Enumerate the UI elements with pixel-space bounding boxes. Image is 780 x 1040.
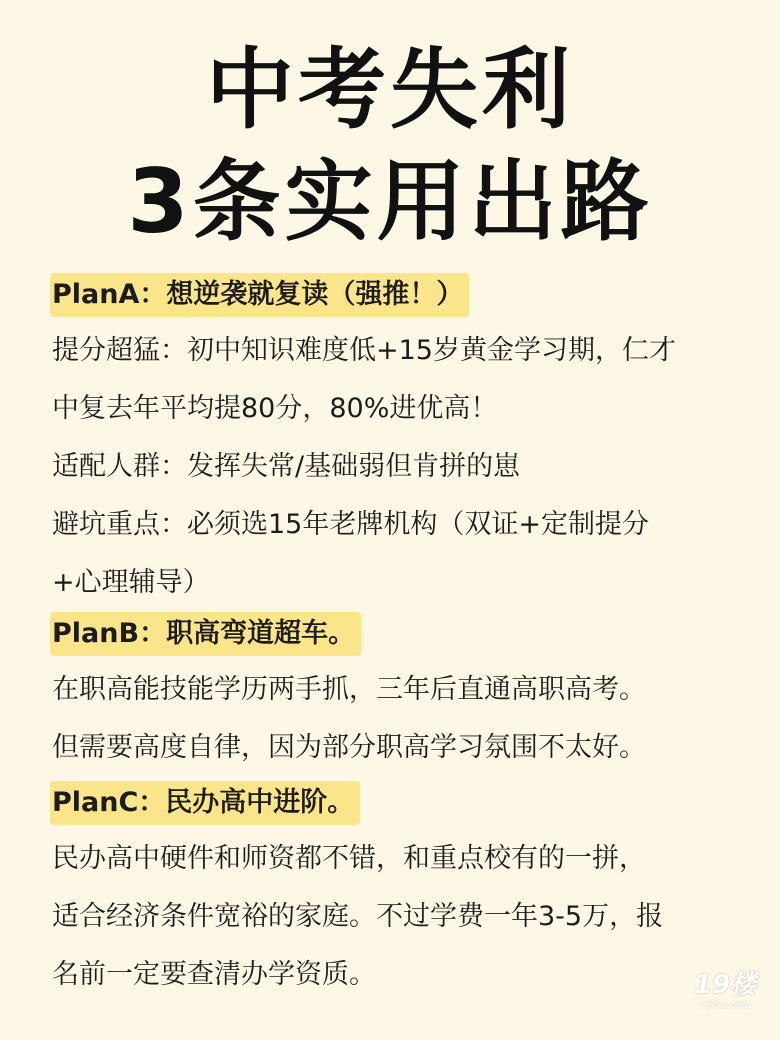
plan-a-section [52,273,752,317]
plan-b-heading: PlanB：职高弯道超车。 [50,612,361,656]
plan-a-line: +心理辅导） [52,567,210,598]
page-title-line-1: 中考失利 [205,38,574,141]
plan-b-line: 但需要高度自律，因为部分职高学习氛围不太好。 [52,732,646,763]
plan-a-line: 提分超猛：初中知识难度低+15岁黄金学习期，仁才 [52,335,676,366]
watermark-domain: 19lou.com [698,1000,752,1011]
plan-c-line: 适合经济条件宽裕的家庭。不过学费一年3-5万，报 [52,901,664,932]
site-watermark [692,970,758,1014]
plan-a-heading: PlanA：想逆袭就复读（强推！） [50,273,469,317]
plan-c-line: 名前一定要查清办学资质。 [52,959,376,990]
plan-a-line: 避坑重点：必须选15年老牌机构（双证+定制提分 [52,509,649,540]
plan-c-section [52,781,752,825]
plan-a-line: 适配人群：发挥失常/基础弱但肯拼的崽 [52,451,521,482]
plan-a-line: 中复去年平均提80分，80%进优高！ [52,393,498,424]
plan-c-body [52,830,752,1004]
plan-b-line: 在职高能技能学历两手抓，三年后直通高职高考。 [52,674,646,705]
page-title-line-2: 3条实用出路 [127,150,653,253]
plan-c-line: 民办高中硬件和师资都不错，和重点校有的一拼， [52,843,646,874]
plan-c-heading: PlanC：民办高中进阶。 [50,781,360,825]
watermark-logo: 19楼 [693,970,757,1000]
plan-b-body [52,661,752,777]
plan-a-body [52,322,752,612]
plan-b-section [52,612,752,656]
